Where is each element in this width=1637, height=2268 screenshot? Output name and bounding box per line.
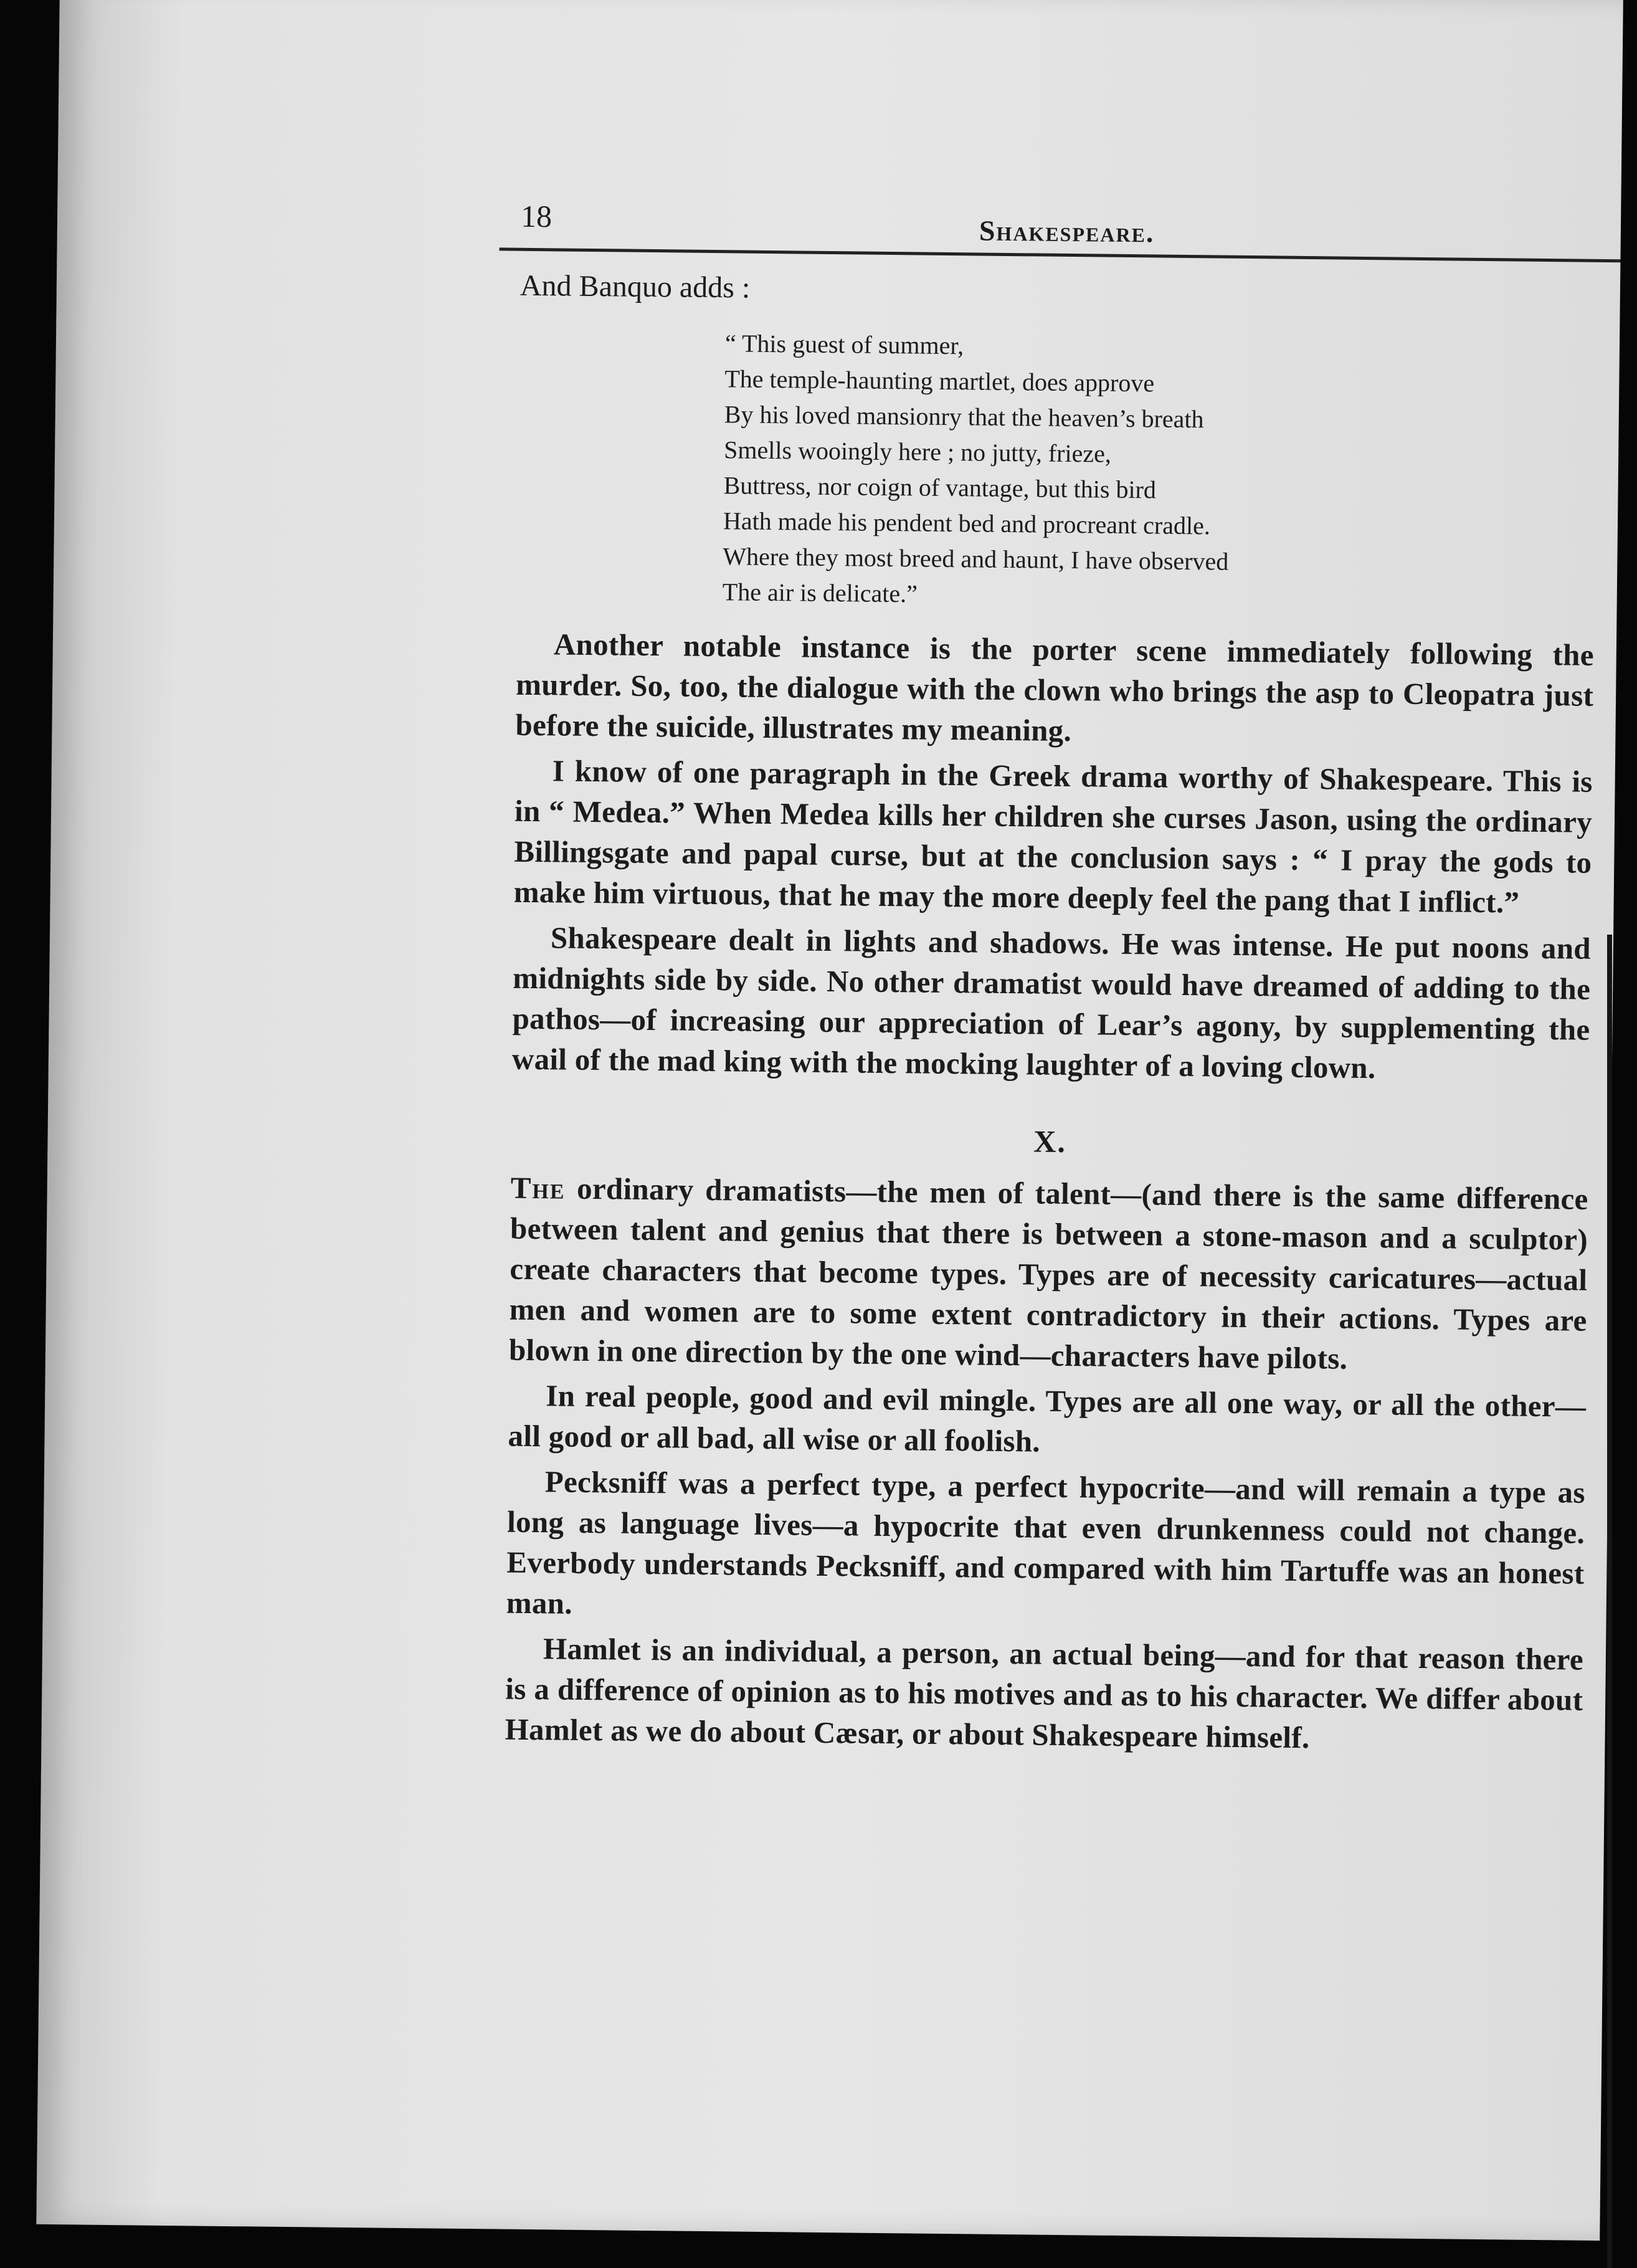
verse-line: Buttress, nor coign of vantage, but this bird: [723, 471, 1157, 504]
paragraph: Pecksniff was a perfect type, a perfect hypocrite—and will remain a type as long as language lives—a hypocrite that even drunkenness could not change. Everbody understands Pecksniff, and compared with him Tartuffe was an honest man.: [506, 1464, 1586, 1621]
page-number: 18: [520, 198, 553, 234]
section-heading: X.: [1033, 1123, 1067, 1160]
verse-line: “ This guest of summer,: [724, 329, 964, 360]
book-page: [36, 0, 1623, 2241]
paragraph: I know of one paragraph in the Greek drama worthy of Shakespeare. This is in “ Medea.” When Medea kills her children she curses Jason, using the ordinary Billingsgate and papal curse, but at the conclusion says : “ I pray the gods to make him virtuous, that he may the more deeply feel the pang that I inflict.”: [513, 753, 1593, 920]
binding-edge: [1607, 935, 1612, 2268]
paragraph: In real people, good and evil mingle. Types are all one way, or all the other—all good or all bad, all wise or all foolish.: [508, 1378, 1587, 1459]
verse-line: Where they most breed and haunt, I have observed: [723, 542, 1229, 576]
verse-quotation: [723, 325, 1598, 619]
paragraph: Shakespeare dealt in lights and shadows. He was intense. He put noons and midnights side by side. No other dramatist would have dreamed of adding to the pathos—of increasing our appreciation of Lear’s agony, by supplementing the wail of the mad king with the mocking laughter of a loving clown.: [511, 920, 1592, 1085]
verse-line: Smells wooingly here ; no jutty, frieze,: [723, 436, 1112, 468]
lead-word: The: [510, 1170, 566, 1206]
paragraph: Hamlet is an individual, a person, an actual being—and for that reason there is a difference of opinion as to his motives and as to his character. We differ about Hamlet as we do about Cæsar, or about Shakespeare himself.: [505, 1631, 1584, 1755]
intro-line: And Banquo adds :: [520, 269, 751, 305]
paragraph-text: ordinary dramatists—the men of talent—(and there is the same difference between talent and genius that there is between a stone-mason and a sculptor) create characters that become types. Types are of necessity caricatures—actual men and women are to some extent contradictory in their actions. Types are blown in one direction by the one wind—characters have pilots.: [508, 1171, 1588, 1376]
paragraph: Another notable instance is the porter scene immediately following the murder. So, too, the dialogue with the clown who brings the asp to Cleopatra just before the suicide, illustrates my meaning.: [515, 627, 1595, 748]
verse-line: Hath made his pendent bed and procreant cradle.: [723, 507, 1211, 540]
page-content: [505, 192, 1598, 1761]
running-head: [500, 191, 1621, 262]
verse-line: The air is delicate.”: [722, 578, 918, 608]
running-title: Shakespeare.: [979, 214, 1155, 249]
verse-line: By his loved mansionry that the heaven’s breath: [724, 400, 1204, 434]
paragraph: [509, 1168, 1588, 1381]
verse-line: The temple-haunting martlet, does approve: [724, 364, 1155, 398]
